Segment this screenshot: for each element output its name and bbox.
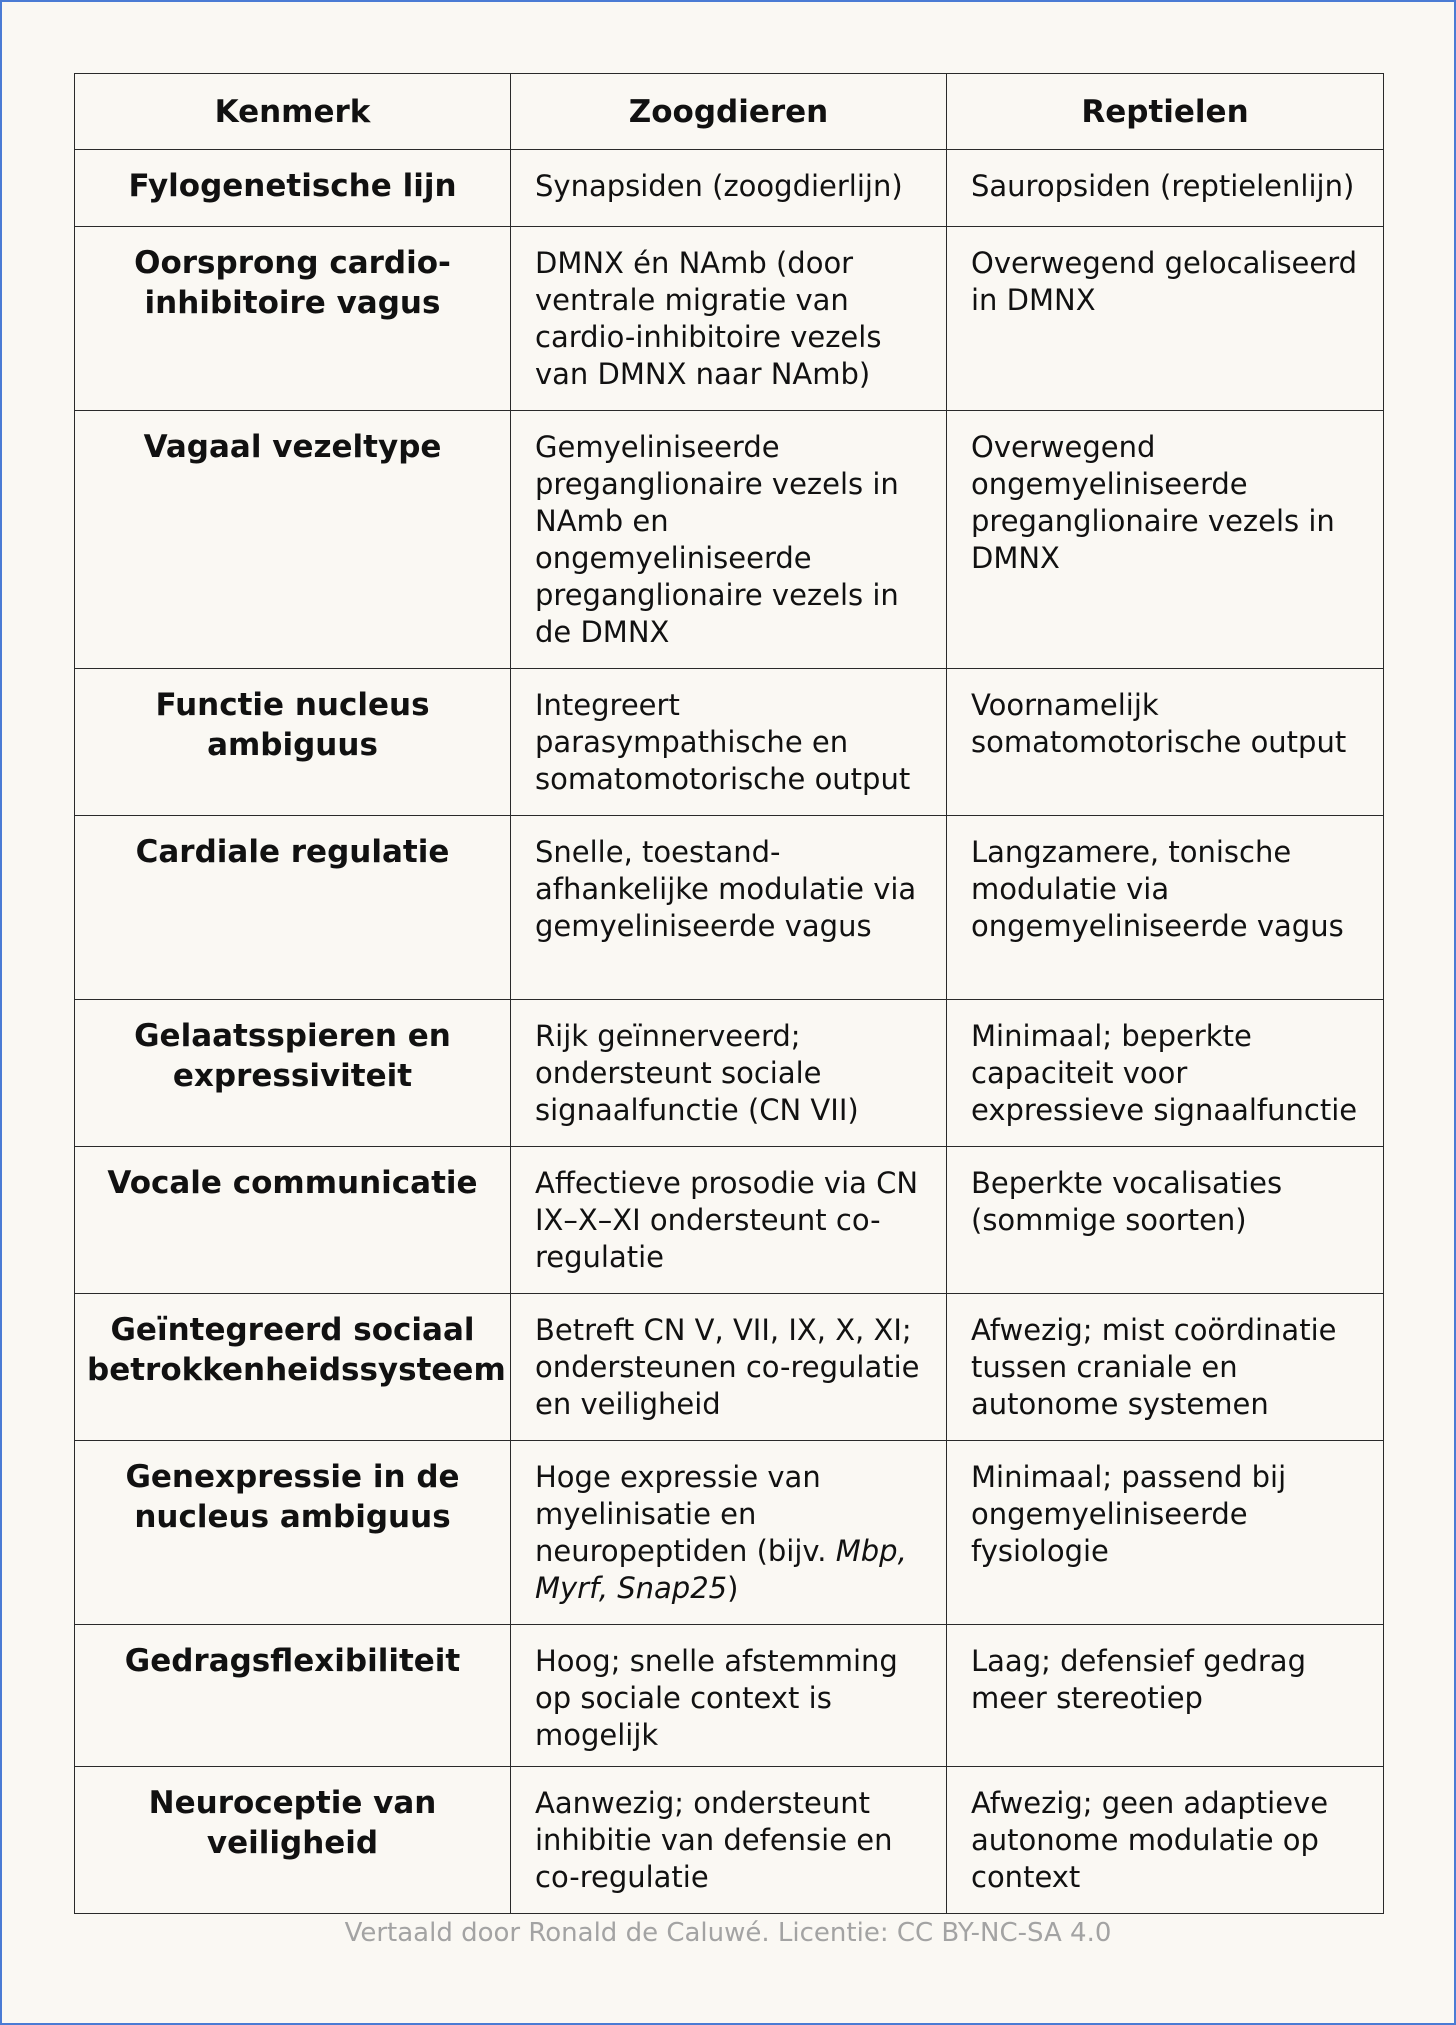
table-row: [75, 1294, 1384, 1441]
reptiles-cell: Overwegend ongemyeliniseerde preganglionaire vezels in DMNX: [947, 411, 1384, 669]
table-row: [75, 1441, 1384, 1625]
gene-snap25: Snap25: [617, 1571, 728, 1605]
license-footer: Vertaald door Ronald de Caluwé. Licentie: CC BY-NC-SA 4.0: [344, 1918, 1112, 1948]
feature-cell: Oorsprong cardio-inhibitoire vagus: [75, 227, 511, 411]
table-row: [75, 1625, 1384, 1767]
header-kenmerk: Kenmerk: [75, 74, 511, 150]
feature-cell: Genexpressie in de nucleus ambiguus: [75, 1441, 511, 1625]
reptiles-cell: Laag; defensief gedrag meer stereotiep: [947, 1625, 1384, 1767]
header-reptielen: Reptielen: [947, 74, 1384, 150]
gene-text: Hoge expressie van myelinisatie en neuropeptiden (bijv.: [535, 1460, 836, 1568]
mammals-cell: Gemyeliniseerde preganglionaire vezels in NAmb en ongemyeliniseerde preganglionaire vezels in de DMNX: [511, 411, 947, 669]
feature-cell: Vagaal vezeltype: [75, 411, 511, 669]
reptiles-cell: Afwezig; geen adaptieve autonome modulatie op context: [947, 1767, 1384, 1914]
reptiles-cell: Afwezig; mist coördinatie tussen craniale en autonome systemen: [947, 1294, 1384, 1441]
mammals-cell: Integreert parasympathische en somatomotorische output: [511, 669, 947, 816]
comparison-table: [74, 73, 1384, 1914]
reptiles-cell: Voornamelijk somatomotorische output: [947, 669, 1384, 816]
feature-cell: Neuroceptie van veiligheid: [75, 1767, 511, 1914]
table-row: [75, 411, 1384, 669]
table-row: [75, 816, 1384, 1000]
feature-cell: Fylogenetische lijn: [75, 150, 511, 227]
gene-myrf: Myrf: [535, 1571, 599, 1605]
gene-separator: ,: [897, 1534, 907, 1568]
reptiles-cell: Overwegend gelocaliseerd in DMNX: [947, 227, 1384, 411]
mammals-cell: Rijk geïnnerveerd; ondersteunt sociale signaalfunctie (CN VII): [511, 1000, 947, 1147]
header-zoogdieren: Zoogdieren: [511, 74, 947, 150]
table-row: [75, 1000, 1384, 1147]
table-row: [75, 227, 1384, 411]
table-row: [75, 1147, 1384, 1294]
mammals-cell: Affectieve prosodie via CN IX–X–XI ondersteunt co-regulatie: [511, 1147, 947, 1294]
mammals-cell: Snelle, toestand-afhankelijke modulatie via gemyeliniseerde vagus: [511, 816, 947, 1000]
reptiles-cell: Sauropsiden (reptielenlijn): [947, 150, 1384, 227]
feature-cell: Geïntegreerd sociaal betrokkenheidssysteem: [75, 1294, 511, 1441]
table-row: [75, 150, 1384, 227]
reptiles-cell: Beperkte vocalisaties (sommige soorten): [947, 1147, 1384, 1294]
mammals-cell: Synapsiden (zoogdierlijn): [511, 150, 947, 227]
mammals-cell: Betreft CN V, VII, IX, X, XI; ondersteunen co-regulatie en veiligheid: [511, 1294, 947, 1441]
table-header-row: [75, 74, 1384, 150]
mammals-cell: Hoog; snelle afstemming op sociale context is mogelijk: [511, 1625, 947, 1767]
feature-cell: Cardiale regulatie: [75, 816, 511, 1000]
feature-cell: Gedragsflexibiliteit: [75, 1625, 511, 1767]
gene-mbp: Mbp: [835, 1534, 898, 1568]
feature-cell: Gelaatsspieren en expressiviteit: [75, 1000, 511, 1147]
table-row: [75, 1767, 1384, 1914]
table-row: [75, 669, 1384, 816]
reptiles-cell: Minimaal; passend bij ongemyeliniseerde fysiologie: [947, 1441, 1384, 1625]
mammals-cell: Aanwezig; ondersteunt inhibitie van defensie en co-regulatie: [511, 1767, 947, 1914]
reptiles-cell: Minimaal; beperkte capaciteit voor expressieve signaalfunctie: [947, 1000, 1384, 1147]
feature-cell: Functie nucleus ambiguus: [75, 669, 511, 816]
reptiles-cell: Langzamere, tonische modulatie via ongemyeliniseerde vagus: [947, 816, 1384, 1000]
feature-cell: Vocale communicatie: [75, 1147, 511, 1294]
gene-text-end: ): [727, 1571, 739, 1605]
gene-separator: ,: [598, 1571, 618, 1605]
mammals-cell: [511, 1441, 947, 1625]
mammals-cell: DMNX én NAmb (door ventrale migratie van cardio-inhibitoire vezels van DMNX naar NAmb): [511, 227, 947, 411]
